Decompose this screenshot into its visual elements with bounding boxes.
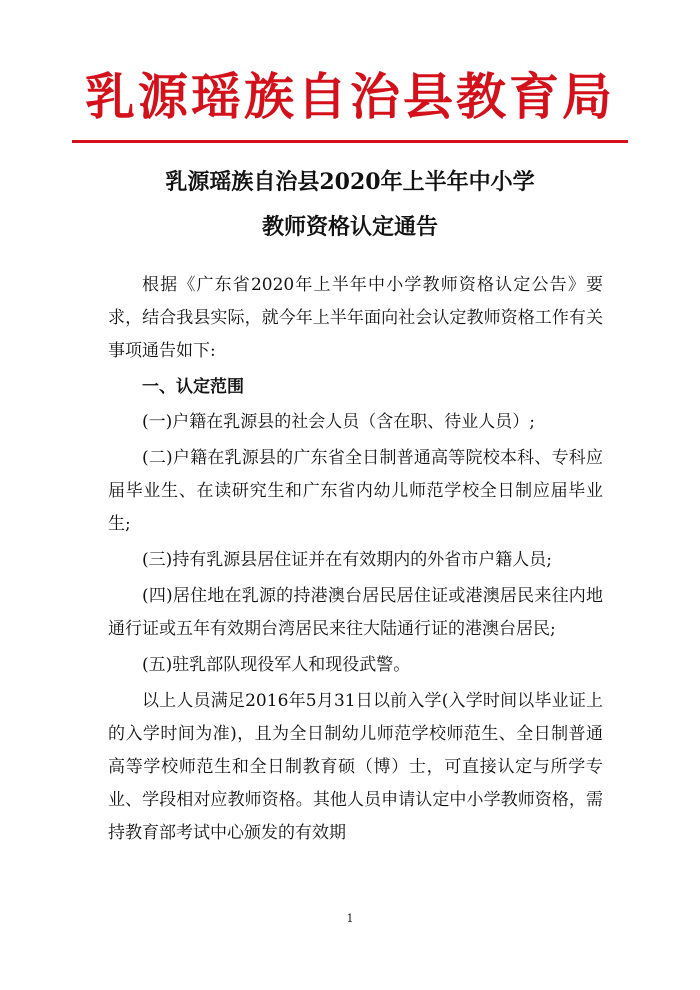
closing-paragraph: 以上人员满足2016年5月31日以前入学(入学时间以毕业证上的入学时间为准)，且为全日制幼儿师范学校师范生、全日制普通高等学校师范生和全日制教育硕（博）士，可直接认定与所学专业、学段相对应教师资格。其他人员申请认定中小学教师资格，需持教育部考试中心颁发的有效期	[108, 691, 603, 843]
scope-item-5: (五)驻乳部队现役军人和现役武警。	[142, 655, 411, 675]
scope-item-3: (三)持有乳源县居住证并在有效期内的外省市户籍人员;	[142, 550, 552, 570]
scope-item-2: (二)户籍在乳源县的广东省全日制普通高等院校本科、专科应届毕业生、在读研究生和广东省内幼儿师范学校全日制应届毕业生;	[108, 448, 603, 534]
red-header-rule	[72, 140, 628, 143]
document-title-line-2: 教师资格认定通告	[261, 214, 438, 240]
scope-item-4: (四)居住地在乳源的持港澳台居民居住证或港澳居民来往内地通行证或五年有效期台湾居民来往大陆通行证的港澳台居民;	[108, 586, 603, 639]
section-heading: 一、认定范围	[142, 377, 244, 397]
intro-paragraph: 根据《广东省2020年上半年中小学教师资格认定公告》要求，结合我县实际，就今年上半年面向社会认定教师资格工作有关事项通告如下:	[108, 275, 603, 361]
scope-item-1: (一)户籍在乳源县的社会人员（含在职、待业人员）;	[142, 412, 535, 432]
page-number: 1	[346, 912, 354, 925]
issuing-authority-header: 乳源瑶族自治县教育局	[85, 67, 615, 126]
document-title-line-1: 乳源瑶族自治县2020年上半年中小学	[165, 169, 535, 195]
document-body	[108, 269, 603, 850]
